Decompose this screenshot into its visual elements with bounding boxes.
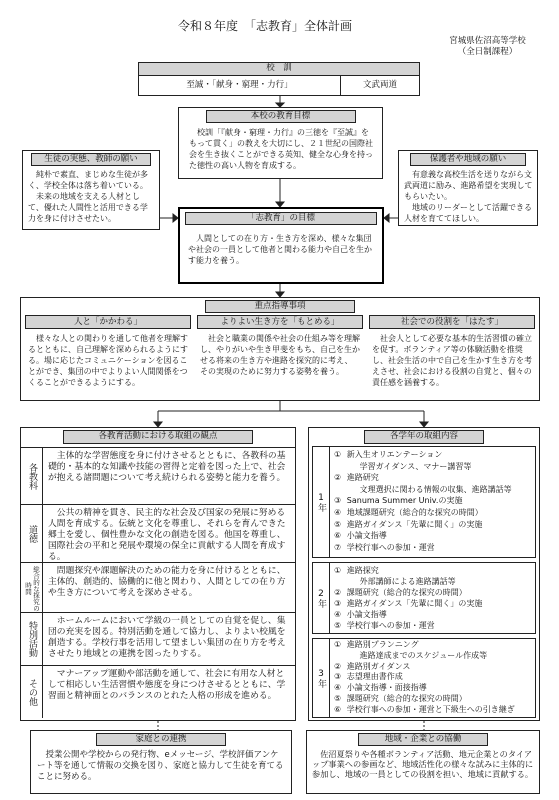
item-number: ③ bbox=[334, 496, 342, 506]
parents-paragraph: 有意義な高校生活を送りながら文武両道に励み、進路希望を実現してもらいたい。 bbox=[404, 170, 533, 201]
focus-box bbox=[20, 297, 540, 401]
school-course: （全日制課程） bbox=[457, 47, 518, 57]
activity-row-inquiry bbox=[21, 562, 295, 612]
item-number: ⑤ bbox=[334, 519, 342, 529]
students-heading: 生徒の実態、教師の願い bbox=[31, 153, 151, 166]
activity-row-other bbox=[21, 665, 295, 718]
grades-box bbox=[308, 427, 540, 721]
focus-title-fulfill: 社会での役割を「はたす」 bbox=[369, 315, 535, 329]
activity-text: ホームルームにおいて学級の一員としての自覚を促し、集団の充実を図る。特別活動を通して協力し、よりよい校風を創造する。学校行事を活用して望ましい集団の在り方を考えさせたり地域との連携を図ったりする。 bbox=[48, 616, 286, 659]
item-subtext: 進路達成までのスケジュール作成等 bbox=[359, 650, 488, 660]
grade-items bbox=[330, 639, 535, 717]
item-number: ② bbox=[334, 588, 342, 597]
grade-label: 3年 bbox=[313, 639, 330, 717]
item-text: 進路別ガイダンス bbox=[346, 661, 411, 671]
activity-label: 特別活動 bbox=[21, 613, 43, 665]
students-body bbox=[23, 166, 159, 224]
arrow-head bbox=[384, 214, 389, 222]
document-title: 令和８年度 「志教育」全体計画 bbox=[177, 19, 352, 33]
activities-box bbox=[20, 427, 296, 721]
item-number: ① bbox=[334, 640, 342, 649]
school-info bbox=[430, 36, 545, 58]
family-box bbox=[30, 730, 292, 794]
item-text: 学校行事への参加・運営と下級生への引き継ぎ bbox=[346, 704, 515, 714]
item-text: 小論文指導 bbox=[346, 610, 387, 619]
family-text: 授業公開や学校からの発行物、eメッセージ、学校評価アンケート等を通して情報の交換を図り、家庭と協力して生徒を育てることに努める。 bbox=[37, 750, 284, 782]
item-text: 地域課題研究（総合的な探究の時間） bbox=[346, 507, 483, 517]
item-number: ③ bbox=[334, 672, 342, 682]
item-text: 進路別プランニング bbox=[346, 640, 419, 649]
grade-item bbox=[334, 519, 532, 531]
item-text: 新入生オリエンテーション bbox=[346, 450, 443, 459]
community-heading: 地域・企業との協働 bbox=[358, 733, 488, 746]
grade-item bbox=[334, 449, 532, 461]
activity-text: 公共の精神を貫き、民主的な社会及び国家の発展に努める人間を育成する。伝統と文化を尊重し、それらを育んできた郷土を愛し、個性豊かな文化の創造を図る。他国を尊重し、国際社会の平和と発展や環境の保全に貢献する人間を育成する。 bbox=[48, 508, 286, 562]
item-text: 課題研究（総合的な探究の時間） bbox=[346, 693, 467, 703]
grade-item bbox=[334, 672, 532, 683]
grade-item bbox=[334, 683, 532, 694]
item-number: ⑥ bbox=[334, 704, 342, 714]
grade-item bbox=[334, 620, 532, 631]
item-number: ⑤ bbox=[334, 621, 342, 630]
school-goal-text: 校訓「『献身・窮理・力行』の三徳を『至誠』をもって貫く」の教えを大切にし、２１世紀の国際社会を生き抜くことができる英知、健全な心身を持った徳性の高い人物を育成する。 bbox=[189, 128, 373, 170]
grade-item bbox=[334, 530, 532, 542]
item-text: 学校行事への参加・運営 bbox=[346, 621, 435, 630]
grade-items bbox=[330, 447, 535, 557]
item-number: ④ bbox=[334, 683, 342, 693]
activity-row-subjects bbox=[21, 447, 295, 504]
item-number: ③ bbox=[334, 599, 342, 608]
item-text: Sanuma Summer Univ.の実施 bbox=[346, 496, 463, 506]
item-number: ① bbox=[334, 450, 342, 459]
parents-heading: 保護者や地域の願い bbox=[410, 153, 526, 166]
school-name: 宮城県佐沼高等学校 bbox=[449, 36, 526, 46]
grades-heading: 各学年の取組内容 bbox=[364, 430, 484, 444]
item-text: 小論文指導 bbox=[346, 531, 387, 541]
grade-group-3 bbox=[312, 638, 536, 718]
item-text: 進路ガイダンス「先輩に聞く」の実施 bbox=[346, 519, 483, 529]
item-number: ② bbox=[334, 661, 342, 671]
grade-items bbox=[330, 563, 535, 633]
grade-item bbox=[334, 587, 532, 598]
grade-item bbox=[334, 542, 532, 554]
grade-item bbox=[334, 472, 532, 484]
item-number: ⑤ bbox=[334, 693, 342, 703]
grade-item bbox=[334, 507, 532, 519]
focus-column-titles bbox=[25, 315, 535, 329]
activity-label: 道徳 bbox=[21, 505, 43, 562]
grade-label: 1年 bbox=[313, 447, 330, 557]
parents-box bbox=[398, 150, 538, 226]
students-box bbox=[22, 150, 160, 230]
grade-item bbox=[334, 662, 532, 673]
activity-text: マナーアップ運動や部活動を通して、社会に有用な人材として相応しい生活習慣や態度を身につけさせるとともに、学習面と精神面とのバランスのとれた人格の形成を進める。 bbox=[48, 669, 286, 701]
item-text: 学校行事への参加・運営 bbox=[346, 542, 435, 552]
grade-item bbox=[334, 640, 532, 651]
focus-title-seek: よりよい生き方を「もとめる」 bbox=[197, 315, 363, 329]
focus-text-fulfill: 社会人として必要な基本的生活習慣の確立を促す。ボランティア等の体験活動を推奨し、社会生活の中で自己を生かす生き方を考えさせ、社会における役割の自覚と、個々の責任感を涵養する。 bbox=[372, 334, 532, 387]
focus-text-relate: 様々な人との関わりを通して他者を理解するとともに、自己理解を深められるようにする。場に応じたコミュニケーションを図ることができ、集団の中でよりよい人間関係をつくることができるようにする。 bbox=[28, 334, 188, 387]
kokorozashi-goal-box bbox=[178, 207, 384, 284]
students-paragraph: 純朴で素直、まじめな生徒が多く、学校全体は落ち着いている。 bbox=[28, 170, 148, 190]
activity-row-special bbox=[21, 612, 295, 665]
item-text: 進路探究 bbox=[346, 566, 379, 575]
students-paragraph: 未来の地域を支える人材として、優れた人間性と活用できる学力を身に付けさせたい。 bbox=[28, 192, 148, 223]
activity-label: 総合的な探究の時間 bbox=[21, 563, 43, 612]
focus-heading: 重点指導事項 bbox=[205, 300, 355, 313]
community-text: 佐沼夏祭りや各種ボランティア活動、地元企業とのタイアップ事業への参画など、地域活性化の様々な試みに主体的に参加し、地域の一員としての役割を担い、地域に貢献する。 bbox=[312, 749, 534, 780]
kokorozashi-goal-text: 人間としての在り方・生き方を深め、様々な集団や社会の一員として他者と関わる能力や自己を生かす能力を養う。 bbox=[188, 234, 372, 265]
parents-paragraph: 地域のリーダーとして活躍できる人材を育ててほしい。 bbox=[404, 203, 532, 223]
item-number: ④ bbox=[334, 507, 342, 517]
activity-text: 主体的な学習態度を身に付けさせるとともに、各教科の基礎的・基本的な知識や技能の習得と定着を図った上で、社会が抱える諸問題について考え続けられる姿勢と能力を養う。 bbox=[48, 451, 286, 483]
item-number: ② bbox=[334, 473, 342, 483]
community-box bbox=[306, 730, 540, 794]
item-text: 進路研究 bbox=[346, 473, 379, 483]
grade-item bbox=[334, 565, 532, 576]
grade-label: 2年 bbox=[313, 563, 330, 633]
item-number: ④ bbox=[334, 610, 342, 619]
item-number: ① bbox=[334, 566, 342, 575]
activity-text: 問題探究や課題解決のための能力を身に付けるとともに、主体的、創造的、協働的に他と関わり、人間としての在り方や生き方について考えを深めさせる。 bbox=[48, 566, 286, 598]
grade-item bbox=[334, 495, 532, 507]
grade-item bbox=[334, 609, 532, 620]
activities-heading: 各教育活動における取組の観点 bbox=[63, 430, 253, 444]
motto-heading: 校 訓 bbox=[139, 63, 419, 76]
parents-body bbox=[399, 166, 537, 224]
grade-item bbox=[334, 598, 532, 609]
kokorozashi-goal-heading: 「志教育」の目標 bbox=[185, 212, 377, 225]
item-number: ⑥ bbox=[334, 531, 342, 541]
motto-row bbox=[139, 76, 419, 95]
item-text: 進路ガイダンス「先輩に聞く」の実施 bbox=[346, 599, 483, 608]
activity-label: 各教科 bbox=[21, 448, 43, 504]
motto-text: 至誠・「献身・窮理・力行」 bbox=[139, 76, 341, 95]
item-subtext: 文理選択に関わる情報の収集、進路講話等 bbox=[359, 484, 512, 494]
focus-text-seek: 社会と職業の関係や社会の仕組み等を理解し、やりがいや生き甲斐をもち、自己を生かせる将来の生き方や進路を探究的に考え、その実現のために努力する姿勢を養う。 bbox=[200, 334, 360, 376]
motto-secondary-text: 文武両道 bbox=[362, 80, 397, 90]
family-heading: 家庭との連携 bbox=[96, 733, 226, 746]
activity-row-morals bbox=[21, 504, 295, 562]
school-goal-heading: 本校の教育目標 bbox=[206, 110, 356, 123]
item-text: 小論文指導・面接指導 bbox=[346, 683, 427, 693]
focus-column-texts bbox=[25, 333, 535, 398]
item-subtext: 学習ガイダンス、マナー講習等 bbox=[359, 461, 472, 471]
activity-label: その他 bbox=[21, 666, 43, 718]
item-text: 志望理由書作成 bbox=[346, 672, 403, 682]
grade-group-1 bbox=[312, 446, 536, 558]
grade-group-2 bbox=[312, 562, 536, 634]
item-subtext: 外部講師による進路講話等 bbox=[359, 577, 456, 586]
school-goal-box bbox=[178, 107, 383, 179]
motto-box bbox=[138, 62, 420, 96]
grade-item bbox=[334, 705, 532, 716]
item-number: ⑦ bbox=[334, 542, 342, 552]
item-text: 課題研究（総合的な探究の時間） bbox=[346, 588, 467, 597]
grade-item bbox=[334, 694, 532, 705]
focus-title-relate: 人と「かかわる」 bbox=[25, 315, 191, 329]
activities-table bbox=[21, 447, 295, 718]
